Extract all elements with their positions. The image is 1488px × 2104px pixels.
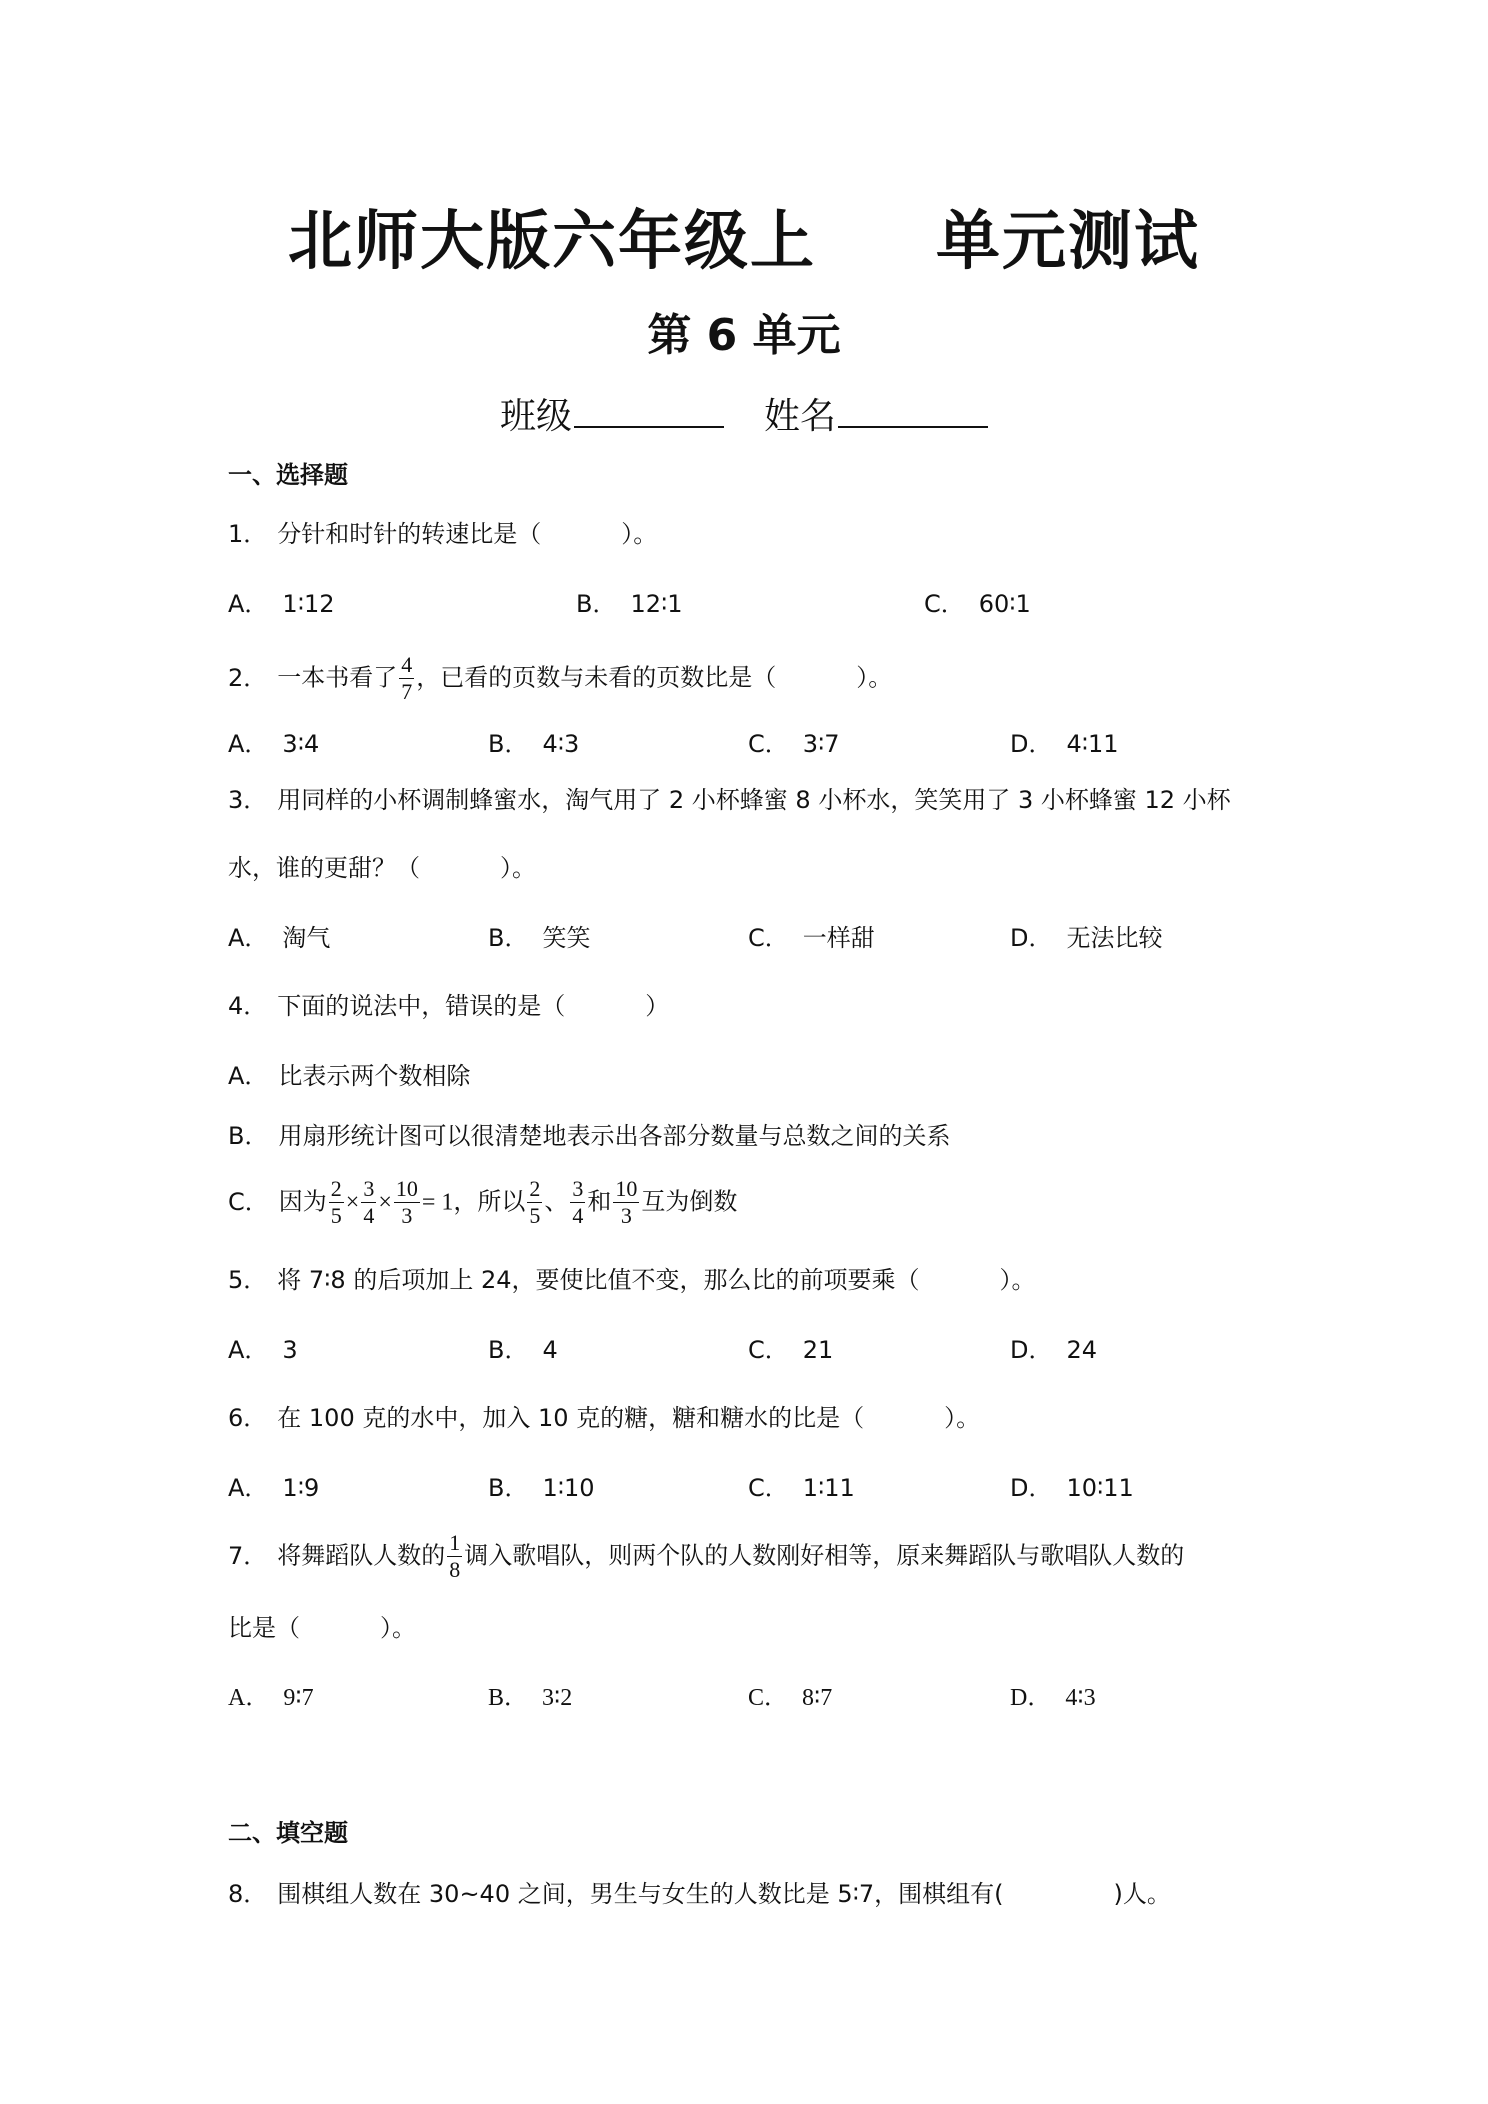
unit-subtitle: 第 6 单元 xyxy=(647,310,841,361)
option[interactable]: A． 1∶9 xyxy=(228,1474,320,1502)
option[interactable]: A． 3 xyxy=(228,1336,298,1364)
question-6-options xyxy=(228,1470,1328,1506)
page-title xyxy=(0,200,1488,284)
name-blank[interactable] xyxy=(838,388,988,428)
fraction: $\frac{10}{3}$ xyxy=(395,1176,418,1228)
option[interactable]: B． 笑笑 xyxy=(488,924,591,952)
option[interactable]: D． 24 xyxy=(1010,1336,1098,1364)
class-blank[interactable] xyxy=(574,388,724,428)
question-3-options xyxy=(228,920,1328,956)
option[interactable]: B． 4 xyxy=(488,1336,558,1364)
fraction: $\frac{1}{8}$ xyxy=(449,1530,461,1582)
option[interactable]: A． 1∶12 xyxy=(228,590,335,618)
option[interactable]: C． 8∶7 xyxy=(748,1685,833,1711)
question-7: 7． 将舞蹈队人数的 $\frac{1}{8}$ 调入歌唱队，则两个队的人数刚好相等，原来舞蹈队与歌唱队人数的 xyxy=(228,1530,1185,1582)
option[interactable]: D． 4∶11 xyxy=(1010,730,1119,758)
question-3: 3． 用同样的小杯调制蜂蜜水，淘气用了 2 小杯蜂蜜 8 小杯水，笑笑用了 3 小杯蜂蜜 12 小杯 xyxy=(228,786,1231,814)
option[interactable]: A． 淘气 xyxy=(228,924,331,952)
option[interactable]: B． 4∶3 xyxy=(488,730,580,758)
option[interactable]: C． 60∶1 xyxy=(924,590,1031,618)
title-right: 单元测试 xyxy=(936,205,1200,279)
name-label: 姓名 xyxy=(764,396,837,437)
fraction: $\frac{3}{4}$ xyxy=(572,1176,584,1228)
fraction: $\frac{2}{5}$ xyxy=(330,1176,342,1228)
option[interactable]: B． 3∶2 xyxy=(488,1685,573,1711)
question-3-line2: 水，谁的更甜？（ ）。 xyxy=(228,854,536,882)
option[interactable]: D． 10∶11 xyxy=(1010,1474,1134,1502)
option[interactable]: D． 无法比较 xyxy=(1010,924,1163,952)
option[interactable]: B． 1∶10 xyxy=(488,1474,595,1502)
question-7-line2: 比是（ ）。 xyxy=(228,1614,416,1642)
question-6: 6． 在 100 克的水中，加入 10 克的糖，糖和糖水的比是（ ）。 xyxy=(228,1404,981,1432)
section-fill-title: 二、填空题 xyxy=(228,1819,348,1847)
title-left: 北师大版六年级上 xyxy=(288,205,816,279)
option-b[interactable]: B． 用扇形统计图可以很清楚地表示出各部分数量与总数之间的关系 xyxy=(228,1122,951,1150)
question-5-options xyxy=(228,1332,1328,1368)
option-a[interactable]: A． 比表示两个数相除 xyxy=(228,1062,471,1090)
question-1: 1． 分针和时针的转速比是（ ）。 xyxy=(228,520,658,548)
option[interactable]: B． 12∶1 xyxy=(576,590,683,618)
fraction: $\frac{2}{5}$ xyxy=(529,1176,541,1228)
question-2-options xyxy=(228,726,1328,762)
question-4: 4． 下面的说法中，错误的是（ ） xyxy=(228,992,670,1020)
option[interactable]: C． 一样甜 xyxy=(748,924,875,952)
option[interactable]: C． 1∶11 xyxy=(748,1474,855,1502)
option[interactable]: A． 9∶7 xyxy=(228,1685,314,1711)
fraction: $\frac{4}{7}$ xyxy=(401,652,413,704)
fraction: $\frac{10}{3}$ xyxy=(615,1176,638,1228)
question-7-options xyxy=(228,1680,1328,1716)
option[interactable]: C． 21 xyxy=(748,1336,834,1364)
question-1-options xyxy=(228,586,1328,622)
question-5: 5． 将 7∶8 的后项加上 24，要使比值不变，那么比的前项要乘（ ）。 xyxy=(228,1266,1036,1294)
option[interactable]: D． 4∶3 xyxy=(1010,1685,1096,1711)
option[interactable]: C． 3∶7 xyxy=(748,730,840,758)
student-info-line xyxy=(0,388,1488,445)
fraction: $\frac{3}{4}$ xyxy=(363,1176,375,1228)
question-8: 8． 围棋组人数在 30~40 之间，男生与女生的人数比是 5∶7，围棋组有( )人。 xyxy=(228,1880,1171,1908)
section-choice-title: 一、选择题 xyxy=(228,461,348,489)
question-2: 2． 一本书看了 $\frac{4}{7}$ ，已看的页数与未看的页数比是（ ）。 xyxy=(228,652,893,704)
class-label: 班级 xyxy=(499,396,572,437)
option-c[interactable]: C． 因为 $\frac{2}{5}$ × $\frac{3}{4}$ × $\frac{10}{3}$ = 1，所以 $\frac{2}{5}$ 、 $\frac{3}{4}$ 和 $\frac{10}{3}$ 互为倒数 xyxy=(228,1176,738,1228)
option[interactable]: A． 3∶4 xyxy=(228,730,320,758)
